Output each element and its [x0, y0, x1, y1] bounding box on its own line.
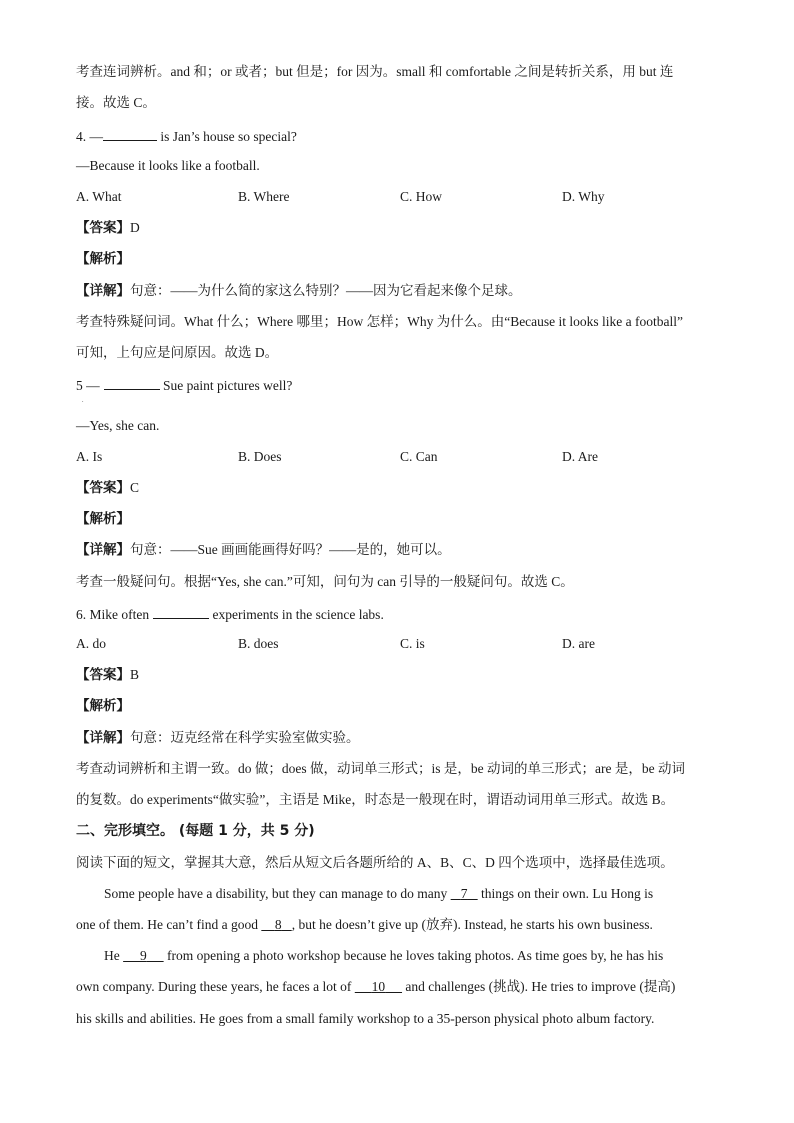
passage-line2 — [76, 916, 653, 934]
q5-option-d: D. Are — [562, 449, 598, 464]
q6-answer-label: 【答案】 — [76, 667, 130, 682]
q5-answer — [76, 479, 139, 497]
passage-line4 — [76, 978, 675, 996]
passage-line3-text-a: He — [104, 948, 124, 963]
q4-stem-prefix: 4. — — [76, 129, 103, 144]
q4-answer-label: 【答案】 — [76, 220, 130, 235]
q6-stem — [76, 604, 384, 624]
q6-stem-suffix: experiments in the science labs. — [209, 607, 384, 622]
q6-option-a: A. do — [76, 636, 106, 651]
q6-answer-value: B — [130, 667, 140, 682]
q4-option-a: A. What — [76, 189, 122, 204]
passage-line1-text-a: Some people have a disability, but they can manage to do many — [104, 886, 451, 901]
q6-detail-label: 【详解】 — [76, 730, 130, 745]
q4-response: —Because it looks like a football. — [76, 158, 260, 173]
q5-explain-line1: 考查一般疑问句。根据“Yes, she can.”可知，问句为 can 引导的一般疑问句。故选 C。 — [76, 574, 574, 589]
q5-dot: . — [82, 398, 84, 404]
q5-option-b: B. Does — [238, 449, 282, 464]
cloze-blank-10-number: 10 — [371, 979, 386, 994]
q5-detail-label: 【详解】 — [76, 542, 130, 557]
cloze-blank-9-number: 9 — [140, 948, 147, 963]
q4-stem-suffix: is Jan’s house so special? — [157, 129, 297, 144]
cloze-blank-8-number: 8 — [274, 917, 282, 932]
q4-option-d: D. Why — [562, 189, 605, 204]
intro-explanation-line1: 考查连词辨析。and 和；or 或者；but 但是；for 因为。small 和 comfortable 之间是转折关系，用 but 连 — [76, 64, 674, 79]
q4-analysis-label: 【解析】 — [76, 251, 130, 266]
passage-line1-text-b: things on their own. Lu Hong is — [477, 886, 654, 901]
q6-analysis-label: 【解析】 — [76, 698, 130, 713]
q6-answer — [76, 666, 139, 684]
q6-option-b: B. does — [238, 636, 279, 651]
q5-detail — [76, 541, 451, 559]
q4-detail — [76, 282, 522, 300]
q6-option-c: C. is — [400, 636, 425, 651]
passage-line3 — [104, 947, 663, 965]
q4-answer — [76, 219, 140, 237]
passage-line3-text-b: from opening a photo workshop because he loves taking photos. As time goes by, he has his — [163, 948, 664, 963]
q6-stem-prefix: 6. Mike often — [76, 607, 150, 622]
q5-blank — [104, 375, 160, 390]
cloze-blank-7-number: 7 — [460, 886, 468, 901]
passage-line4-text-b: and challenges (挑战). He tries to improve (提高) — [402, 979, 676, 994]
passage-line4-text-a: own company. During these years, he faces a lot of — [76, 979, 355, 994]
q6-option-d: D. are — [562, 636, 595, 651]
cloze-blank-9 — [123, 948, 164, 963]
cloze-blank-8 — [261, 917, 291, 932]
q4-option-c: C. How — [400, 189, 443, 204]
q5-stem-prefix: 5 — — [76, 378, 100, 393]
q4-detail-text: 句意：——为什么简的家这么特别？——因为它看起来像个足球。 — [130, 283, 522, 298]
passage-line5: his skills and abilities. He goes from a small family workshop to a 35-person physical photo album factory. — [76, 1011, 655, 1026]
q6-explain-line1: 考查动词辨析和主谓一致。do 做；does 做，动词单三形式；is 是，be 动词的单三形式；are 是，be 动词 — [76, 761, 685, 776]
section2-heading: 二、完形填空。 (每题 1 分，共 5 分) — [76, 823, 315, 839]
q5-answer-value: C — [130, 480, 140, 495]
q4-detail-label: 【详解】 — [76, 283, 130, 298]
q4-answer-value: D — [130, 220, 140, 235]
q6-explain-line2: 的复数。do experiments“做实验”，主语是 Mike，时态是一般现在时，谓语动词用单三形式。故选 B。 — [76, 792, 675, 807]
q4-explain-line1: 考查特殊疑问词。What 什么；Where 哪里；How 怎样；Why 为什么。由“Because it looks like a football” — [76, 314, 684, 329]
cloze-blank-7 — [451, 886, 478, 901]
passage-line1 — [104, 885, 653, 903]
passage-line2-text-b: , but he doesn’t give up (放弃). Instead, he starts his own business. — [291, 917, 653, 932]
q5-stem — [76, 375, 292, 395]
q5-answer-label: 【答案】 — [76, 480, 130, 495]
q5-option-a: A. Is — [76, 449, 103, 464]
q4-blank — [103, 126, 157, 141]
q4-explain-line2: 可知，上句应是问原因。故选 D。 — [76, 345, 279, 360]
q5-detail-text: 句意：——Sue 画画能画得好吗？——是的，她可以。 — [130, 542, 451, 557]
cloze-blank-10 — [355, 979, 402, 994]
q4-option-b: B. Where — [238, 189, 290, 204]
q6-detail — [76, 729, 360, 747]
q6-blank — [153, 604, 209, 619]
q5-option-c: C. Can — [400, 449, 438, 464]
q5-stem-suffix: Sue paint pictures well? — [159, 378, 293, 393]
q4-stem — [76, 126, 297, 146]
q6-detail-text: 句意：迈克经常在科学实验室做实验。 — [130, 730, 360, 745]
q5-analysis-label: 【解析】 — [76, 511, 130, 526]
intro-explanation-line2: 接。故选 C。 — [76, 95, 156, 110]
q5-response: —Yes, she can. — [76, 418, 160, 433]
section2-instruction: 阅读下面的短文，掌握其大意，然后从短文后各题所给的 A、B、C、D 四个选项中，选择最佳选项。 — [76, 855, 674, 870]
passage-line2-text-a: one of them. He can’t find a good — [76, 917, 262, 932]
